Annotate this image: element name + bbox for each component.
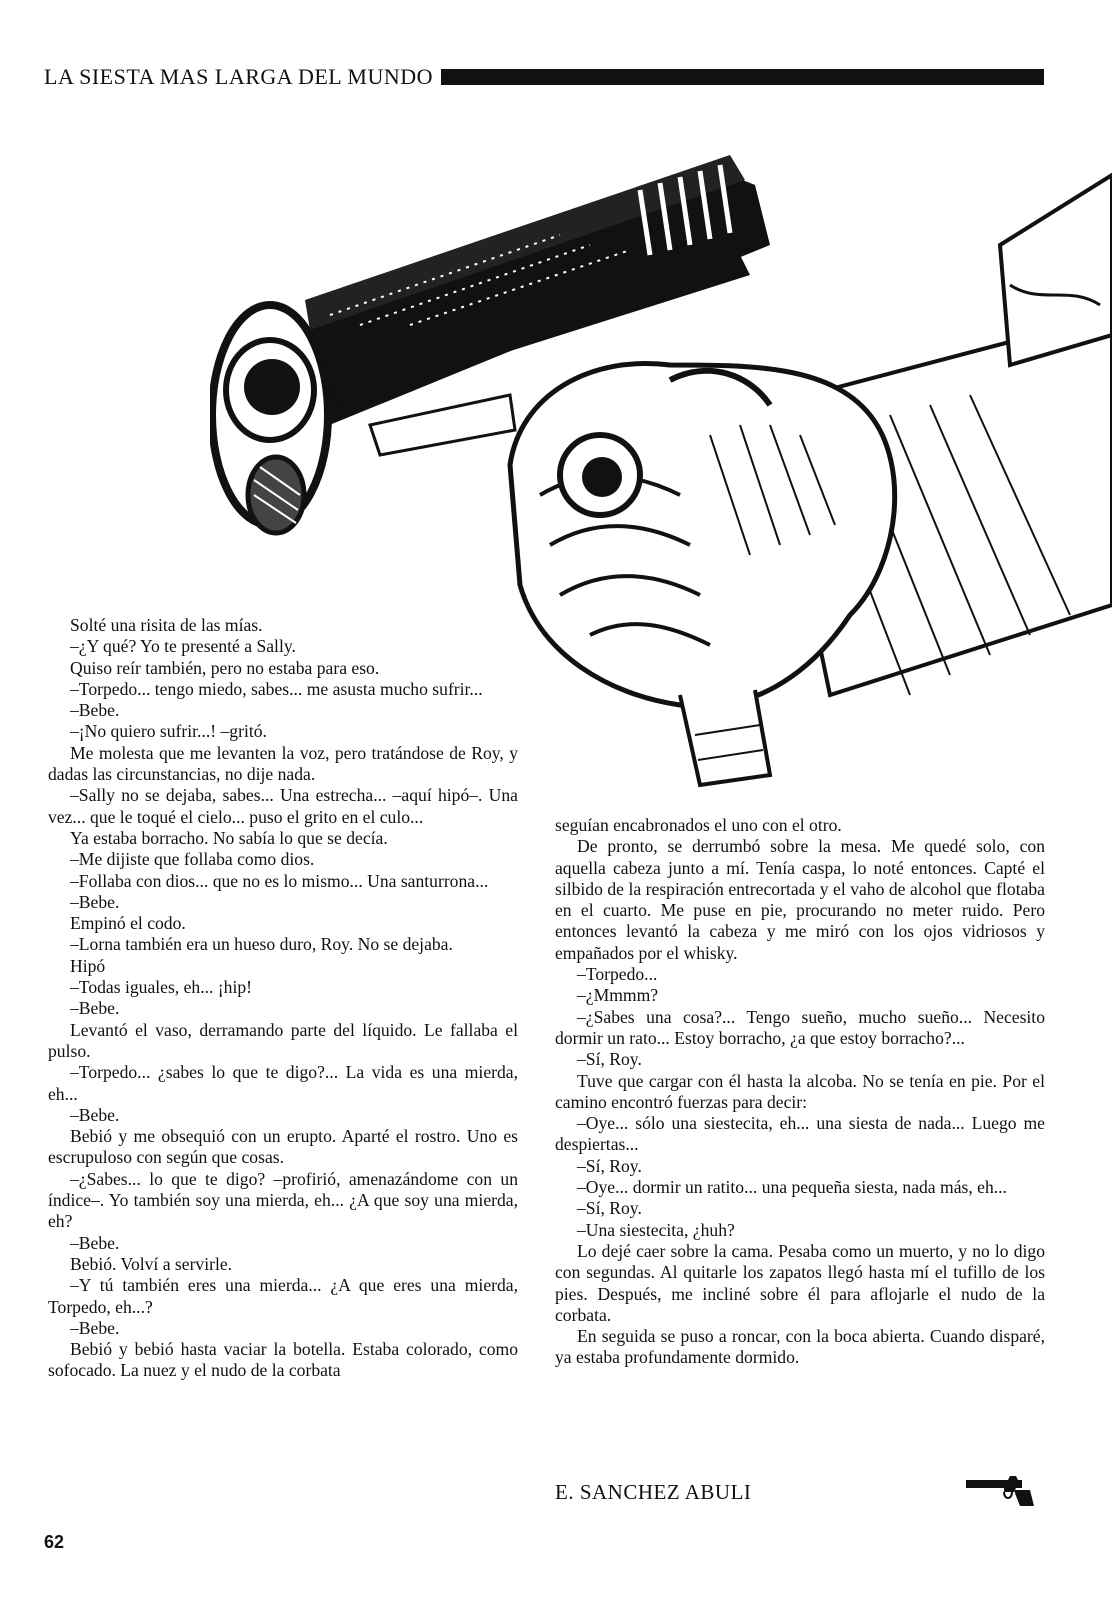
paragraph: –Sí, Roy. (577, 1198, 642, 1219)
paragraph: De pronto, se derrumbó sobre la mesa. Me quedé solo, con aquella cabeza junto a mí. Tenía caspa, lo noté entonces. Capté el silbido de la respiración entrecortada y el vaho de alcohol que flotaba en el cuarto. Me puse en pie, procurando no meter ruido. Pero entonces levantó la cabeza y me miró con los ojos vidriosos y empañados por el whisky. (555, 836, 1045, 963)
paragraph: –¡No quiero sufrir...! –gritó. (70, 721, 267, 742)
header-rule (441, 69, 1044, 85)
paragraph: En seguida se puso a roncar, con la boca abierta. Cuando disparé, ya estaba profundamente dormido. (555, 1326, 1045, 1368)
paragraph: –¿Mmmm? (577, 985, 659, 1006)
paragraph: –¿Sabes... lo que te digo? –profirió, amenazándome con un índice–. Yo también soy una mierda, eh... ¿A que soy una mierda, eh? (48, 1168, 518, 1232)
paragraph: –Sí, Roy. (577, 1049, 642, 1070)
paragraph: seguían encabronados el uno con el otro. (555, 815, 842, 835)
paragraph: –Bebe. (70, 891, 120, 912)
paragraph: –Y tú también eres una mierda... ¿A que eres una mierda, Torpedo, eh...? (48, 1275, 518, 1317)
paragraph: Ya estaba borracho. No sabía lo que se decía. (70, 827, 388, 848)
paragraph: –¿Y qué? Yo te presenté a Sally. (70, 636, 296, 657)
paragraph: Solté una risita de las mías. (70, 615, 263, 635)
page-number: 62 (44, 1532, 65, 1552)
paragraph: –Sí, Roy. (577, 1155, 642, 1176)
story-title: LA SIESTA MAS LARGA DEL MUNDO (44, 64, 434, 89)
paragraph: –Todas iguales, eh... ¡hip! (70, 977, 252, 998)
paragraph: –Torpedo... tengo miedo, sabes... me asusta mucho sufrir... (70, 678, 483, 699)
paragraph: Quiso reír también, pero no estaba para eso. (70, 657, 380, 678)
paragraph: –Bebe. (70, 1232, 120, 1253)
paragraph: –Bebe. (70, 1317, 120, 1338)
paragraph: Bebió. Volví a servirle. (70, 1253, 233, 1274)
paragraph: –Me dijiste que follaba como dios. (70, 849, 315, 870)
paragraph: –Lorna también era un hueso duro, Roy. No se dejaba. (70, 934, 453, 955)
paragraph: Levantó el vaso, derramando parte del líquido. Le fallaba el pulso. (48, 1019, 518, 1061)
paragraph: –Una siestecita, ¿huh? (577, 1219, 735, 1240)
paragraph: –Oye... sólo una siestecita, eh... una siesta de nada... Luego me despiertas... (555, 1113, 1045, 1155)
paragraph: –Sally no se dejaba, sabes... Una estrecha... –aquí hipó–. Una vez... que le toqué el cielo... puso el grito en el culo... (48, 785, 518, 827)
author-signature: E. SANCHEZ ABULI (555, 1480, 752, 1504)
paragraph: –Torpedo... ¿sabes lo que te digo?... La vida es una mierda, eh... (48, 1062, 518, 1104)
paragraph: Tuve que cargar con él hasta la alcoba. No se tenía en pie. Por el camino encontró fuerzas para decir: (555, 1070, 1045, 1112)
paragraph: Bebió y bebió hasta vaciar la botella. Estaba colorado, como sofocado. La nuez y el nudo de la corbata (48, 1339, 518, 1381)
paragraph: Lo dejé caer sobre la cama. Pesaba como un muerto, y no lo digo con segundas. Al quitarle los zapatos llegó hasta mí el tufillo de los pies. Después, me incliné sobre él para aflojarle el nudo de la corbata. (555, 1240, 1045, 1325)
paragraph: –Bebe. (70, 1104, 120, 1125)
paragraph: –Follaba con dios... que no es lo mismo... Una santurrona... (70, 870, 489, 891)
revolver-icon (964, 1474, 1036, 1508)
paragraph: Empinó el codo. (70, 913, 186, 934)
paragraph: Bebió y me obsequió con un erupto. Aparté el rostro. Uno es escrupuloso con según que cosas. (48, 1126, 518, 1168)
text-column-right (555, 815, 1045, 1369)
paragraph: –Torpedo... (577, 964, 658, 985)
paragraph: –Bebe. (70, 700, 120, 721)
paragraph: –Bebe. (70, 998, 120, 1019)
paragraph: Me molesta que me levanten la voz, pero tratándose de Roy, y dadas las circunstancias, no dije nada. (48, 742, 518, 785)
text-column-left (48, 615, 518, 1382)
paragraph: Hipó (70, 955, 106, 976)
paragraph: –Oye... dormir un ratito... una pequeña siesta, nada más, eh... (577, 1177, 1007, 1198)
running-header (44, 62, 1044, 92)
paragraph: –¿Sabes una cosa?... Tengo sueño, mucho sueño... Necesito dormir un rato... Estoy borracho, ¿a que estoy borracho?... (555, 1006, 1045, 1048)
